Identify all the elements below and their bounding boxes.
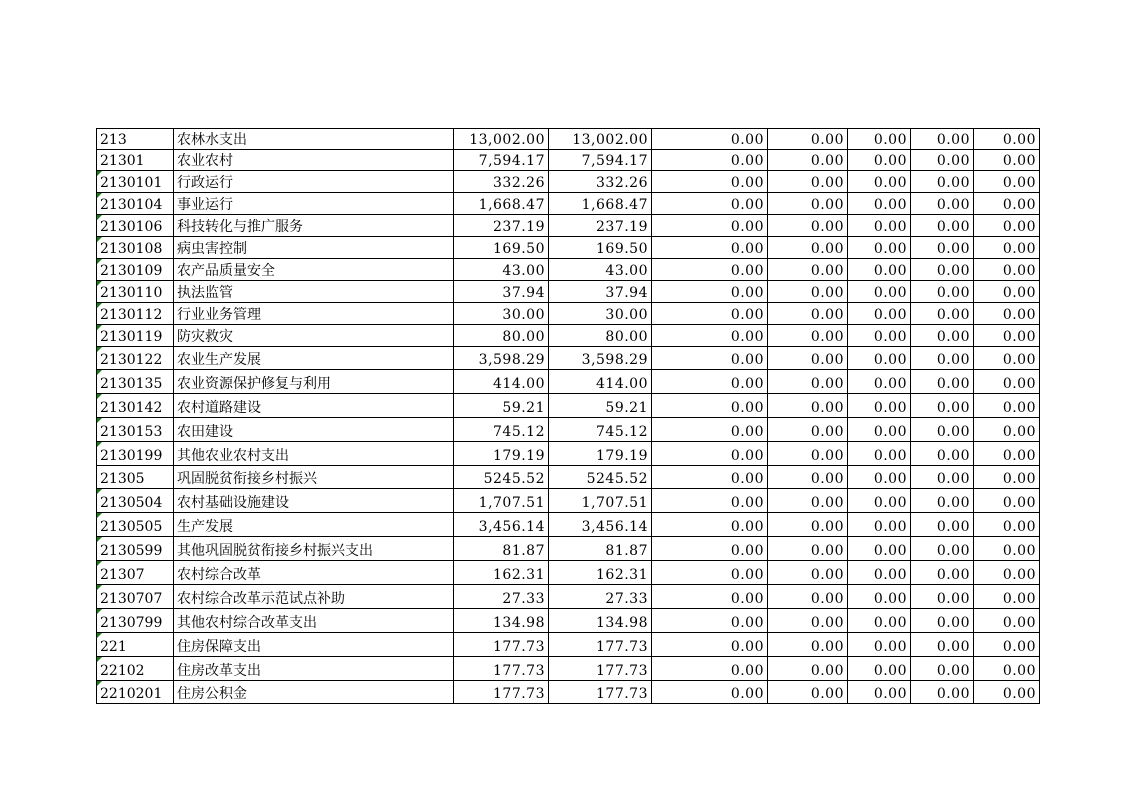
cell-col-6: 0.00	[911, 561, 974, 585]
cell-total: 169.50	[454, 237, 549, 259]
cell-col-4: 0.00	[768, 489, 848, 513]
cell-col-4: 0.00	[768, 370, 848, 394]
cell-col-6: 0.00	[911, 171, 974, 193]
cell-item-name: 农田建设	[174, 418, 454, 442]
cell-col-5: 0.00	[848, 150, 911, 171]
cell-item-name: 农村道路建设	[174, 394, 454, 418]
cell-col-4: 0.00	[768, 466, 848, 489]
cell-total: 43.00	[454, 259, 549, 281]
cell-item-name: 农产品质量安全	[174, 259, 454, 281]
cell-col-5: 0.00	[848, 442, 911, 466]
table-row	[97, 370, 1040, 394]
cell-col-3: 0.00	[652, 681, 768, 704]
cell-col-5: 0.00	[848, 633, 911, 657]
cell-col-4: 0.00	[768, 171, 848, 193]
table-row	[97, 281, 1040, 303]
cell-total: 237.19	[454, 215, 549, 237]
cell-item-name: 其他农业农村支出	[174, 442, 454, 466]
cell-col-4: 0.00	[768, 561, 848, 585]
cell-col-3: 0.00	[652, 370, 768, 394]
cell-col-3: 0.00	[652, 259, 768, 281]
cell-col-4: 0.00	[768, 281, 848, 303]
cell-col-3: 0.00	[652, 513, 768, 537]
table-row	[97, 347, 1040, 370]
cell-col-5: 0.00	[848, 281, 911, 303]
cell-total: 1,707.51	[454, 489, 549, 513]
cell-code: 2130122	[97, 347, 174, 370]
cell-col-7: 0.00	[974, 193, 1040, 215]
cell-col-5: 0.00	[848, 561, 911, 585]
table-row	[97, 466, 1040, 489]
cell-col-6: 0.00	[911, 347, 974, 370]
cell-item-name: 其他农村综合改革支出	[174, 609, 454, 633]
table-row	[97, 171, 1040, 193]
cell-item-name: 病虫害控制	[174, 237, 454, 259]
cell-code: 2130112	[97, 303, 174, 325]
cell-col-4: 0.00	[768, 681, 848, 704]
cell-code: 2130106	[97, 215, 174, 237]
cell-col-6: 0.00	[911, 303, 974, 325]
cell-col-4: 0.00	[768, 303, 848, 325]
cell-total: 134.98	[454, 609, 549, 633]
table-row	[97, 150, 1040, 171]
cell-col-4: 0.00	[768, 442, 848, 466]
cell-col-6: 0.00	[911, 609, 974, 633]
table-row	[97, 394, 1040, 418]
cell-col-5: 0.00	[848, 325, 911, 347]
cell-col-7: 0.00	[974, 442, 1040, 466]
cell-basic-expenditure: 1,668.47	[549, 193, 652, 215]
cell-col-6: 0.00	[911, 489, 974, 513]
cell-col-5: 0.00	[848, 171, 911, 193]
cell-col-4: 0.00	[768, 259, 848, 281]
cell-col-3: 0.00	[652, 394, 768, 418]
cell-code: 2130142	[97, 394, 174, 418]
cell-basic-expenditure: 80.00	[549, 325, 652, 347]
cell-col-6: 0.00	[911, 193, 974, 215]
cell-total: 3,456.14	[454, 513, 549, 537]
cell-code: 2130119	[97, 325, 174, 347]
cell-code: 2210201	[97, 681, 174, 704]
cell-item-name: 农业生产发展	[174, 347, 454, 370]
cell-col-6: 0.00	[911, 657, 974, 681]
cell-col-5: 0.00	[848, 585, 911, 609]
cell-col-5: 0.00	[848, 259, 911, 281]
cell-code: 2130199	[97, 442, 174, 466]
cell-basic-expenditure: 81.87	[549, 537, 652, 561]
cell-code: 21301	[97, 150, 174, 171]
cell-basic-expenditure: 169.50	[549, 237, 652, 259]
cell-code: 221	[97, 633, 174, 657]
cell-code: 2130104	[97, 193, 174, 215]
cell-col-7: 0.00	[974, 537, 1040, 561]
cell-total: 414.00	[454, 370, 549, 394]
cell-code: 2130108	[97, 237, 174, 259]
cell-total: 27.33	[454, 585, 549, 609]
cell-col-4: 0.00	[768, 513, 848, 537]
cell-item-name: 事业运行	[174, 193, 454, 215]
cell-total: 1,668.47	[454, 193, 549, 215]
cell-col-6: 0.00	[911, 215, 974, 237]
cell-item-name: 其他巩固脱贫衔接乡村振兴支出	[174, 537, 454, 561]
cell-col-6: 0.00	[911, 681, 974, 704]
expenditure-table	[96, 128, 1040, 704]
cell-col-7: 0.00	[974, 585, 1040, 609]
cell-col-4: 0.00	[768, 347, 848, 370]
cell-total: 177.73	[454, 633, 549, 657]
cell-col-3: 0.00	[652, 489, 768, 513]
cell-code: 2130504	[97, 489, 174, 513]
table-row	[97, 561, 1040, 585]
cell-col-3: 0.00	[652, 215, 768, 237]
cell-col-7: 0.00	[974, 215, 1040, 237]
cell-col-7: 0.00	[974, 281, 1040, 303]
cell-item-name: 生产发展	[174, 513, 454, 537]
cell-col-7: 0.00	[974, 561, 1040, 585]
cell-col-7: 0.00	[974, 129, 1040, 150]
cell-code: 2130599	[97, 537, 174, 561]
cell-col-7: 0.00	[974, 489, 1040, 513]
cell-col-5: 0.00	[848, 370, 911, 394]
cell-total: 177.73	[454, 657, 549, 681]
cell-col-6: 0.00	[911, 259, 974, 281]
cell-col-6: 0.00	[911, 442, 974, 466]
cell-col-6: 0.00	[911, 237, 974, 259]
table-row	[97, 325, 1040, 347]
cell-basic-expenditure: 1,707.51	[549, 489, 652, 513]
cell-col-5: 0.00	[848, 394, 911, 418]
cell-col-5: 0.00	[848, 129, 911, 150]
cell-col-5: 0.00	[848, 466, 911, 489]
cell-col-5: 0.00	[848, 489, 911, 513]
cell-col-7: 0.00	[974, 150, 1040, 171]
cell-item-name: 农村综合改革	[174, 561, 454, 585]
cell-col-7: 0.00	[974, 513, 1040, 537]
cell-basic-expenditure: 13,002.00	[549, 129, 652, 150]
cell-code: 2130799	[97, 609, 174, 633]
cell-code: 2130101	[97, 171, 174, 193]
cell-item-name: 住房保障支出	[174, 633, 454, 657]
cell-col-7: 0.00	[974, 609, 1040, 633]
cell-col-4: 0.00	[768, 325, 848, 347]
cell-total: 177.73	[454, 681, 549, 704]
table-row	[97, 609, 1040, 633]
cell-col-7: 0.00	[974, 237, 1040, 259]
table-row	[97, 681, 1040, 704]
cell-col-5: 0.00	[848, 537, 911, 561]
cell-col-7: 0.00	[974, 303, 1040, 325]
table-row	[97, 129, 1040, 150]
cell-col-6: 0.00	[911, 513, 974, 537]
table-row	[97, 303, 1040, 325]
cell-col-3: 0.00	[652, 325, 768, 347]
cell-code: 21307	[97, 561, 174, 585]
cell-code: 2130707	[97, 585, 174, 609]
cell-code: 2130135	[97, 370, 174, 394]
cell-item-name: 防灾救灾	[174, 325, 454, 347]
table-row	[97, 193, 1040, 215]
cell-col-7: 0.00	[974, 418, 1040, 442]
cell-code: 2130110	[97, 281, 174, 303]
cell-code: 2130505	[97, 513, 174, 537]
cell-code: 22102	[97, 657, 174, 681]
cell-col-6: 0.00	[911, 394, 974, 418]
table-row	[97, 442, 1040, 466]
cell-col-4: 0.00	[768, 418, 848, 442]
cell-col-3: 0.00	[652, 585, 768, 609]
cell-col-7: 0.00	[974, 347, 1040, 370]
table-row	[97, 259, 1040, 281]
cell-col-6: 0.00	[911, 418, 974, 442]
cell-item-name: 执法监管	[174, 281, 454, 303]
table-body	[97, 129, 1040, 704]
cell-col-7: 0.00	[974, 325, 1040, 347]
cell-col-7: 0.00	[974, 370, 1040, 394]
cell-col-5: 0.00	[848, 513, 911, 537]
cell-col-4: 0.00	[768, 193, 848, 215]
cell-item-name: 农业资源保护修复与利用	[174, 370, 454, 394]
cell-total: 7,594.17	[454, 150, 549, 171]
cell-col-4: 0.00	[768, 657, 848, 681]
cell-item-name: 住房改革支出	[174, 657, 454, 681]
cell-basic-expenditure: 332.26	[549, 171, 652, 193]
cell-code: 2130153	[97, 418, 174, 442]
cell-col-6: 0.00	[911, 325, 974, 347]
table-row	[97, 513, 1040, 537]
cell-basic-expenditure: 414.00	[549, 370, 652, 394]
cell-col-3: 0.00	[652, 193, 768, 215]
table-row	[97, 215, 1040, 237]
cell-basic-expenditure: 162.31	[549, 561, 652, 585]
cell-col-3: 0.00	[652, 609, 768, 633]
table-row	[97, 657, 1040, 681]
cell-basic-expenditure: 237.19	[549, 215, 652, 237]
cell-col-5: 0.00	[848, 681, 911, 704]
cell-col-6: 0.00	[911, 466, 974, 489]
cell-basic-expenditure: 179.19	[549, 442, 652, 466]
table-row	[97, 537, 1040, 561]
cell-col-6: 0.00	[911, 633, 974, 657]
cell-col-5: 0.00	[848, 303, 911, 325]
cell-total: 162.31	[454, 561, 549, 585]
cell-col-3: 0.00	[652, 150, 768, 171]
cell-basic-expenditure: 27.33	[549, 585, 652, 609]
cell-basic-expenditure: 59.21	[549, 394, 652, 418]
cell-col-5: 0.00	[848, 237, 911, 259]
table-row	[97, 418, 1040, 442]
cell-col-3: 0.00	[652, 129, 768, 150]
cell-basic-expenditure: 43.00	[549, 259, 652, 281]
cell-col-6: 0.00	[911, 585, 974, 609]
cell-item-name: 行政运行	[174, 171, 454, 193]
cell-col-6: 0.00	[911, 370, 974, 394]
cell-total: 80.00	[454, 325, 549, 347]
cell-basic-expenditure: 134.98	[549, 609, 652, 633]
cell-col-6: 0.00	[911, 537, 974, 561]
cell-col-4: 0.00	[768, 585, 848, 609]
cell-col-4: 0.00	[768, 633, 848, 657]
table-row	[97, 585, 1040, 609]
cell-total: 13,002.00	[454, 129, 549, 150]
table-row	[97, 237, 1040, 259]
cell-col-6: 0.00	[911, 281, 974, 303]
cell-basic-expenditure: 745.12	[549, 418, 652, 442]
cell-col-7: 0.00	[974, 466, 1040, 489]
cell-col-5: 0.00	[848, 657, 911, 681]
table-row	[97, 489, 1040, 513]
cell-item-name: 住房公积金	[174, 681, 454, 704]
cell-col-3: 0.00	[652, 466, 768, 489]
cell-col-3: 0.00	[652, 561, 768, 585]
cell-item-name: 科技转化与推广服务	[174, 215, 454, 237]
cell-col-3: 0.00	[652, 418, 768, 442]
cell-basic-expenditure: 5245.52	[549, 466, 652, 489]
cell-col-4: 0.00	[768, 609, 848, 633]
cell-col-5: 0.00	[848, 609, 911, 633]
cell-col-5: 0.00	[848, 347, 911, 370]
cell-code: 21305	[97, 466, 174, 489]
cell-col-4: 0.00	[768, 215, 848, 237]
cell-basic-expenditure: 177.73	[549, 633, 652, 657]
cell-col-6: 0.00	[911, 129, 974, 150]
cell-basic-expenditure: 177.73	[549, 681, 652, 704]
cell-total: 81.87	[454, 537, 549, 561]
cell-code: 213	[97, 129, 174, 150]
cell-basic-expenditure: 7,594.17	[549, 150, 652, 171]
cell-col-3: 0.00	[652, 303, 768, 325]
cell-basic-expenditure: 3,598.29	[549, 347, 652, 370]
cell-col-3: 0.00	[652, 633, 768, 657]
cell-basic-expenditure: 177.73	[549, 657, 652, 681]
cell-item-name: 农业农村	[174, 150, 454, 171]
cell-basic-expenditure: 3,456.14	[549, 513, 652, 537]
cell-col-7: 0.00	[974, 259, 1040, 281]
cell-total: 30.00	[454, 303, 549, 325]
cell-col-3: 0.00	[652, 237, 768, 259]
cell-item-name: 行业业务管理	[174, 303, 454, 325]
cell-item-name: 农村基础设施建设	[174, 489, 454, 513]
cell-total: 179.19	[454, 442, 549, 466]
cell-col-3: 0.00	[652, 347, 768, 370]
cell-basic-expenditure: 30.00	[549, 303, 652, 325]
cell-col-5: 0.00	[848, 193, 911, 215]
table-row	[97, 633, 1040, 657]
cell-col-7: 0.00	[974, 633, 1040, 657]
cell-total: 5245.52	[454, 466, 549, 489]
cell-code: 2130109	[97, 259, 174, 281]
cell-total: 745.12	[454, 418, 549, 442]
cell-col-7: 0.00	[974, 657, 1040, 681]
cell-col-5: 0.00	[848, 215, 911, 237]
cell-col-7: 0.00	[974, 394, 1040, 418]
cell-basic-expenditure: 37.94	[549, 281, 652, 303]
cell-col-5: 0.00	[848, 418, 911, 442]
cell-col-6: 0.00	[911, 150, 974, 171]
cell-item-name: 巩固脱贫衔接乡村振兴	[174, 466, 454, 489]
cell-total: 332.26	[454, 171, 549, 193]
cell-col-4: 0.00	[768, 237, 848, 259]
cell-col-7: 0.00	[974, 171, 1040, 193]
cell-col-3: 0.00	[652, 281, 768, 303]
cell-total: 37.94	[454, 281, 549, 303]
cell-col-3: 0.00	[652, 442, 768, 466]
cell-col-3: 0.00	[652, 657, 768, 681]
cell-col-4: 0.00	[768, 537, 848, 561]
cell-total: 3,598.29	[454, 347, 549, 370]
cell-col-3: 0.00	[652, 537, 768, 561]
cell-col-4: 0.00	[768, 394, 848, 418]
cell-total: 59.21	[454, 394, 549, 418]
cell-item-name: 农村综合改革示范试点补助	[174, 585, 454, 609]
cell-item-name: 农林水支出	[174, 129, 454, 150]
cell-col-3: 0.00	[652, 171, 768, 193]
cell-col-7: 0.00	[974, 681, 1040, 704]
cell-col-4: 0.00	[768, 150, 848, 171]
cell-col-4: 0.00	[768, 129, 848, 150]
